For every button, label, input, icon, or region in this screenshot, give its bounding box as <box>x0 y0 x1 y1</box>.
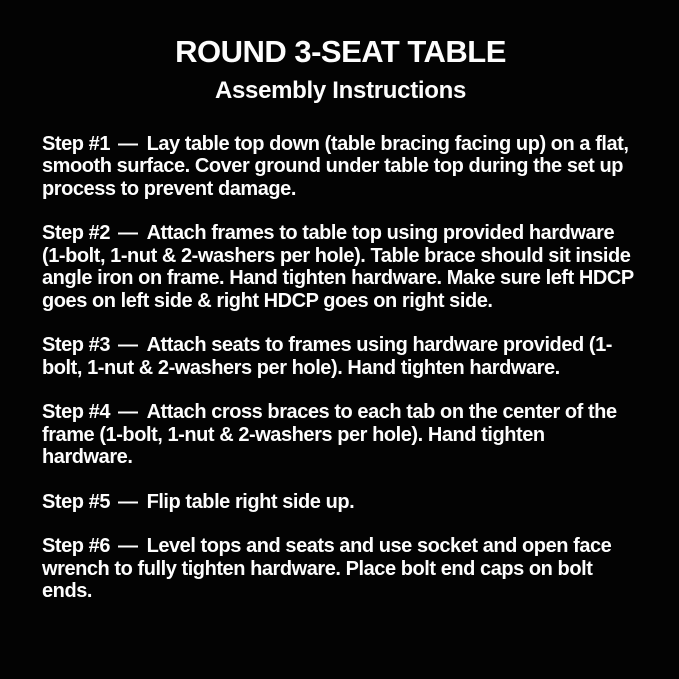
step-4-text: Attach cross braces to each tab on the center of the frame (1-bolt, 1-nut & 2-washers per hole). Hand tighten hardware. <box>42 401 617 469</box>
step-1-paragraph <box>42 133 639 201</box>
step-3-dash: — <box>118 334 138 357</box>
page-subtitle: Assembly Instructions <box>214 76 467 104</box>
step-2-dash: — <box>118 222 138 245</box>
step-1-text: Lay table top down (table bracing facing up) on a flat, smooth surface. Cover ground under table top during the set up process to prevent damage. <box>42 132 629 200</box>
step-4-label: Step #4 <box>42 401 110 424</box>
step-4-dash: — <box>118 401 138 424</box>
step-5-text: Flip table right side up. <box>146 490 355 513</box>
step-6-dash: — <box>118 535 138 558</box>
step-3-paragraph <box>42 334 639 379</box>
step-2-text: Attach frames to table top using provided hardware (1-bolt, 1-nut & 2-washers per hole). Table brace should sit inside angle iron on frame. Hand tighten hardware. Make sure left HDCP goes on left side & right HDCP goes on right side. <box>42 222 634 312</box>
step-2-paragraph <box>42 222 639 312</box>
step-1-dash: — <box>118 132 138 155</box>
page-title: ROUND 3-SEAT TABLE <box>175 34 506 69</box>
step-3-text: Attach seats to frames using hardware provided (1-bolt, 1-nut & 2-washers per hole). Hand tighten hardware. <box>42 334 612 379</box>
step-6-paragraph <box>42 535 639 603</box>
step-1-label: Step #1 <box>42 132 110 155</box>
step-6-label: Step #6 <box>42 535 110 558</box>
steps-list <box>42 133 639 603</box>
step-5-label: Step #5 <box>42 490 110 513</box>
step-6-text: Level tops and seats and use socket and open face wrench to fully tighten hardware. Place bolt end caps on bolt ends. <box>42 535 612 603</box>
step-5-paragraph <box>42 491 639 514</box>
step-2-label: Step #2 <box>42 222 110 245</box>
step-3-label: Step #3 <box>42 334 110 357</box>
step-4-paragraph <box>42 401 639 469</box>
step-5-dash: — <box>118 490 138 513</box>
